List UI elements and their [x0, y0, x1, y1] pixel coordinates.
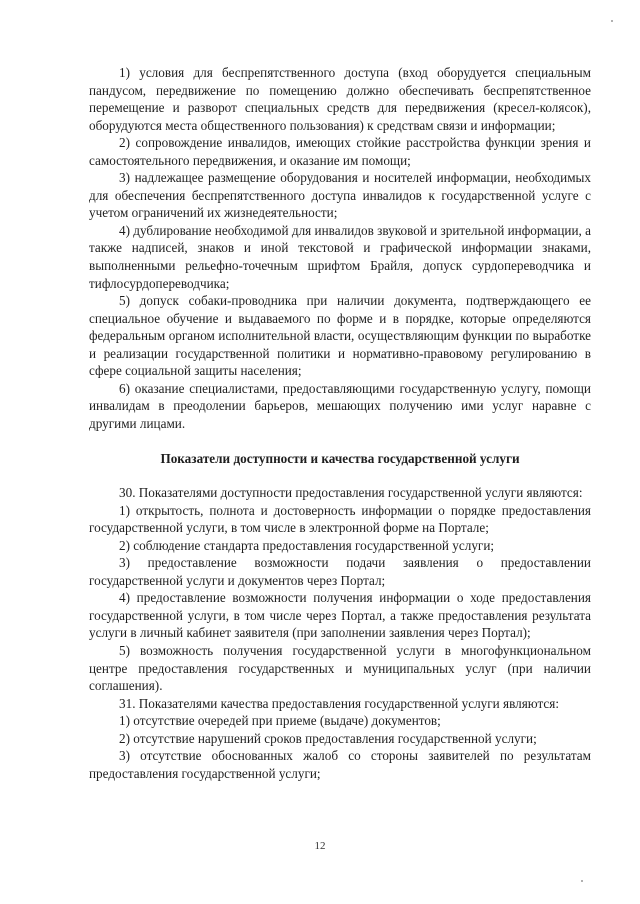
page-number: 12	[314, 840, 326, 852]
paragraph: 31. Показателями качества предоставления государственной услуги являются:	[119, 695, 559, 711]
paragraph: 4) дублирование необходимой для инвалидов звуковой и зрительной информации, а также надписей, знаков и иной текстовой и графической информации знаками, выполненными рельефно-точечным шрифтом Брайля, допуск сурдопереводчика и тифлосурдопереводчика;	[89, 222, 591, 291]
paragraph: 3) отсутствие обоснованных жалоб со стороны заявителей по результатам предоставления государственной услуги;	[89, 748, 591, 781]
paragraph: 1) условия для беспрепятственного доступа (вход оборудуется специальным пандусом, передвижение по помещению должно обеспечивать беспрепятственное перемещение и разворот специальных средств для передвижения (кресел-колясок), оборудуются места общественного пользования) к средствам связи и информации;	[89, 65, 591, 133]
indicators-list	[89, 484, 591, 782]
document-page	[89, 64, 591, 782]
section-heading: Показатели доступности и качества государственной услуги	[160, 451, 520, 467]
paragraph: 4) предоставление возможности получения информации о ходе предоставления государственной услуги, в том числе через Портал, а также предоставления результата услуги в личный кабинет заявителя (при заполнении заявления через Портал);	[89, 590, 591, 641]
paragraph: 2) отсутствие нарушений сроков предоставления государственной услуги;	[119, 730, 537, 746]
paragraph: 2) сопровождение инвалидов, имеющих стойкие расстройства функции зрения и самостоятельного передвижения, и оказание им помощи;	[89, 135, 591, 168]
accessibility-conditions-list	[89, 64, 591, 432]
scan-speck	[581, 880, 583, 882]
scan-speck	[611, 20, 613, 22]
paragraph: 2) соблюдение стандарта предоставления государственной услуги;	[119, 537, 495, 553]
paragraph: 5) возможность получения государственной услуги в многофункциональном центре предоставления государственных и муниципальных услуг (при наличии соглашения).	[89, 642, 591, 694]
paragraph: 1) открытость, полнота и достоверность информации о порядке предоставления государственной услуги, в том числе в электронной форме на Портале;	[89, 502, 591, 536]
paragraph: 1) отсутствие очередей при приеме (выдаче) документов;	[119, 713, 441, 729]
paragraph: 5) допуск собаки-проводника при наличии документа, подтверждающего ее специальное обучение и выдаваемого по форме и в порядке, которые определяются федеральным органом исполнительной власти, осуществляющим функции по выработке и реализации государственной политики и нормативно-правовому регулированию в сфере социальной защиты населения;	[89, 293, 591, 379]
paragraph: 6) оказание специалистами, предоставляющими государственную услугу, помощи инвалидам в преодолении барьеров, мешающих получению ими услуг наравне с другими лицами.	[89, 380, 591, 431]
paragraph: 30. Показателями доступности предоставления государственной услуги являются:	[119, 485, 583, 501]
paragraph: 3) надлежащее размещение оборудования и носителей информации, необходимых для обеспечения беспрепятственного доступа инвалидов к государственной услуге с учетом ограничений их жизнедеятельности;	[89, 170, 591, 221]
paragraph: 3) предоставление возможности подачи заявления о предоставлении государственной услуги и документов через Портал;	[89, 555, 591, 588]
